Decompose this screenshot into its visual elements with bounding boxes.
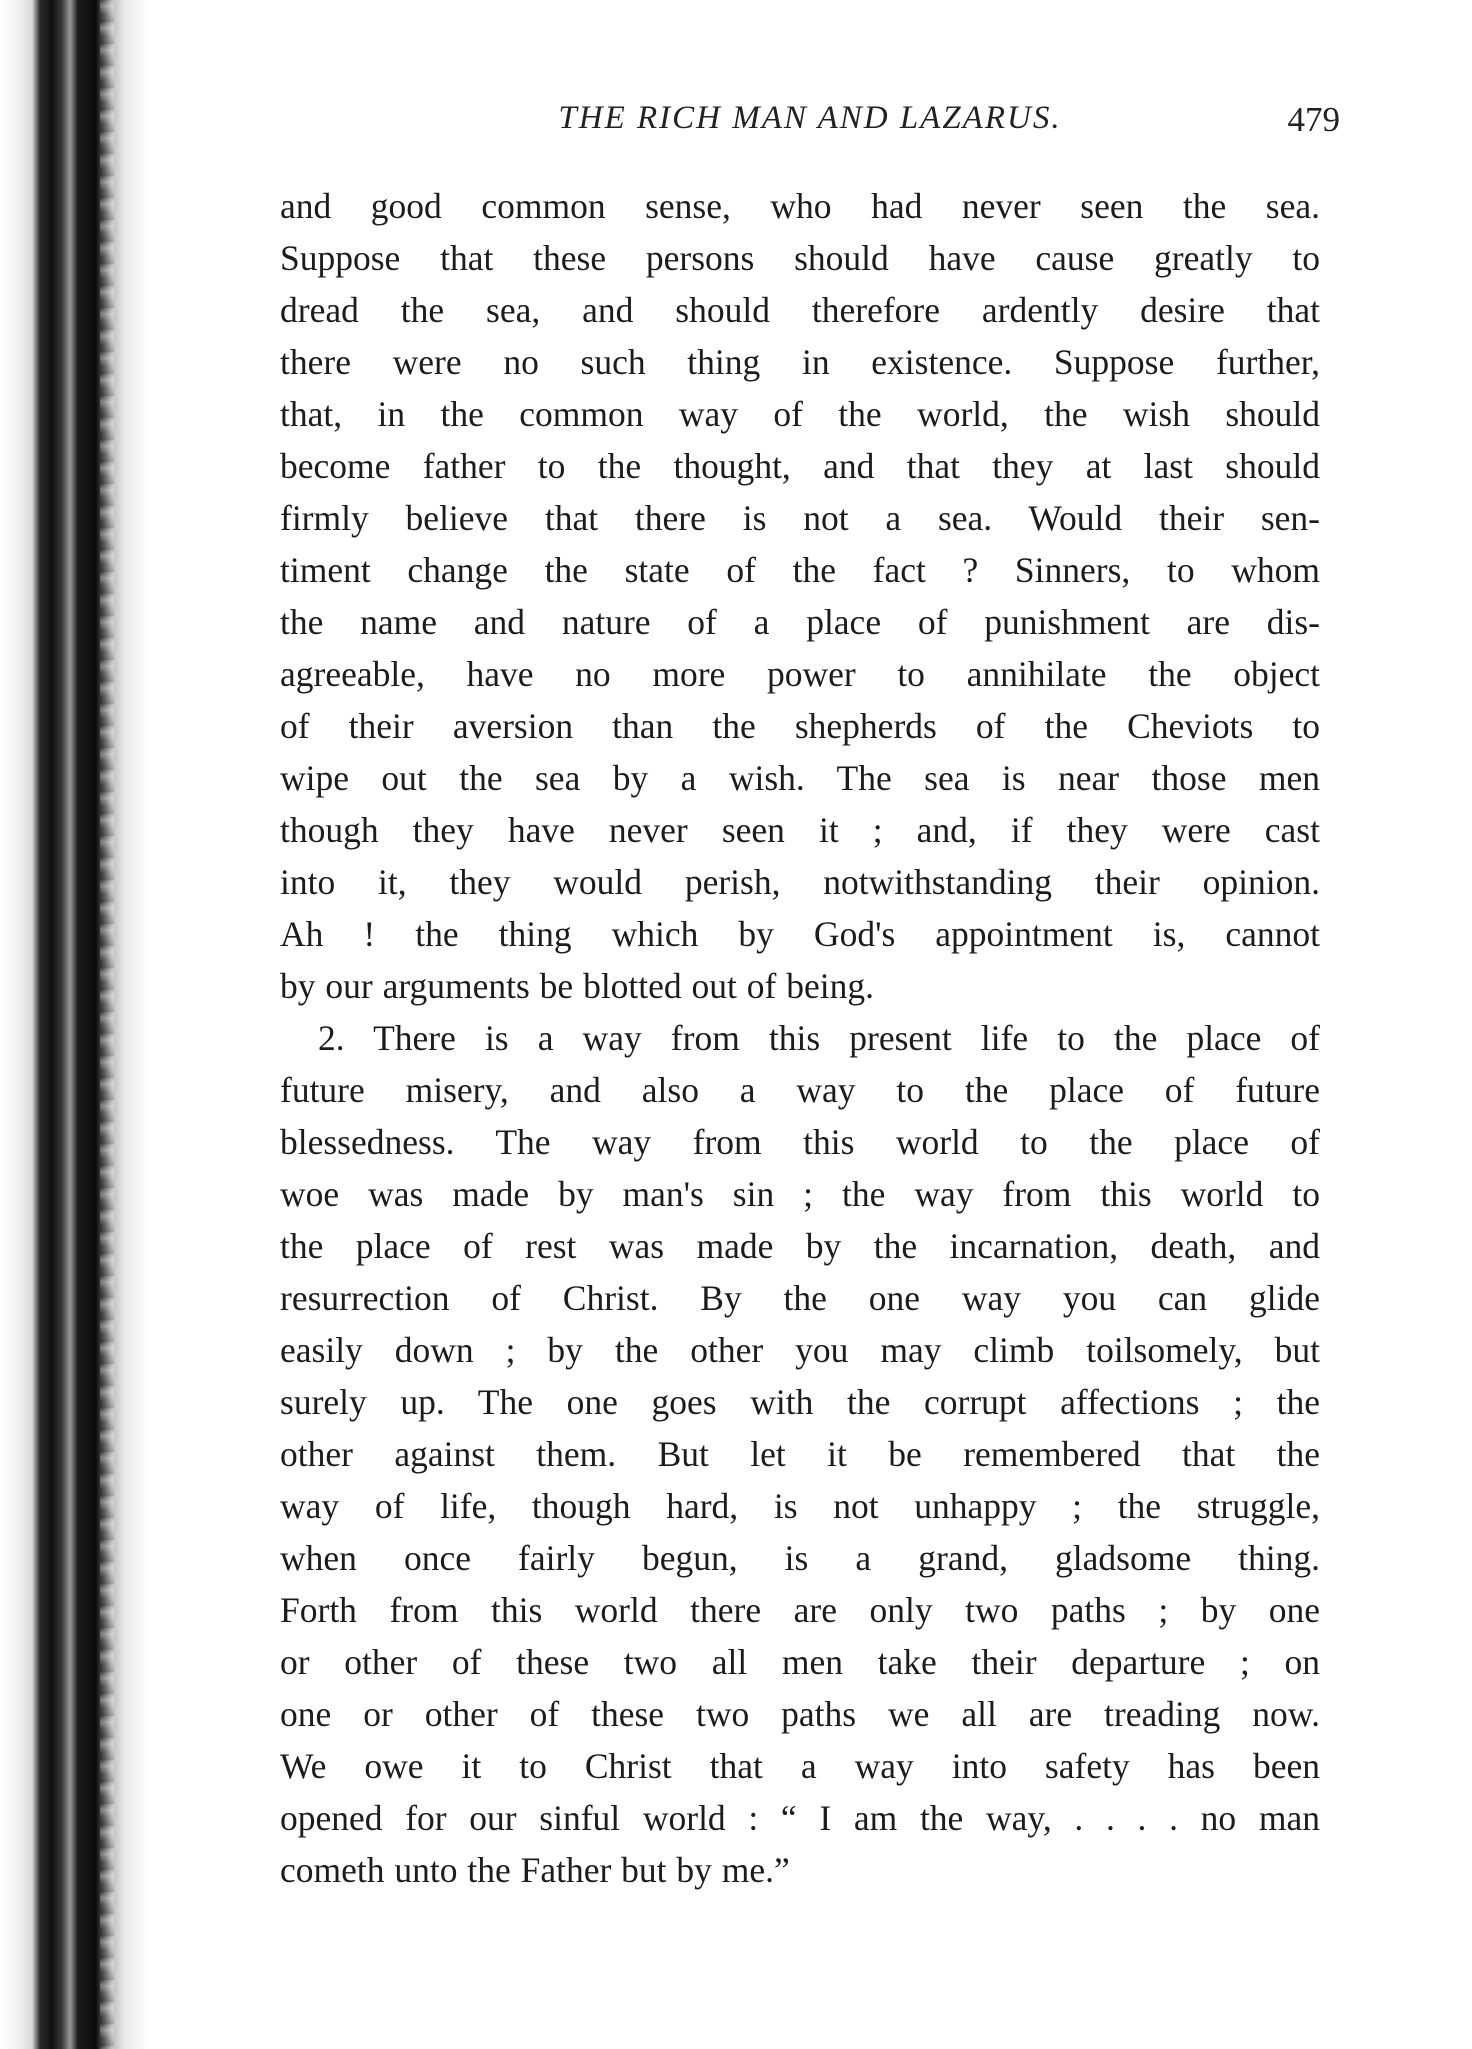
text-line: the name and nature of a place of punishment are dis- (280, 602, 1320, 642)
text-line: blessedness. The way from this world to the place of (280, 1122, 1320, 1162)
text-line: firmly believe that there is not a sea. Would their sen- (280, 498, 1320, 538)
text-line: dread the sea, and should therefore ardently desire that (280, 290, 1320, 330)
page-number: 479 (1287, 100, 1340, 139)
book-binding-gutter (0, 0, 150, 2049)
text-line: when once fairly begun, is a grand, gladsome thing. (280, 1538, 1320, 1578)
text-line: one or other of these two paths we all are treading now. (280, 1694, 1320, 1734)
text-line: into it, they would perish, notwithstanding their opinion. (280, 862, 1320, 902)
body-text (280, 180, 1320, 1896)
running-title: THE RICH MAN AND LAZARUS. (558, 100, 1062, 136)
text-line: opened for our sinful world : “ I am the way, . . . . no man (280, 1798, 1320, 1838)
text-line: of their aversion than the shepherds of the Cheviots to (280, 706, 1320, 746)
text-line: or other of these two all men take their departure ; on (280, 1642, 1320, 1682)
text-line: the place of rest was made by the incarnation, death, and (280, 1226, 1320, 1266)
text-line: and good common sense, who had never seen the sea. (280, 186, 1320, 226)
paragraph-1 (280, 180, 1320, 1012)
text-line: Suppose that these persons should have cause greatly to (280, 238, 1320, 278)
text-line: surely up. The one goes with the corrupt affections ; the (280, 1382, 1320, 1422)
text-line: there were no such thing in existence. Suppose further, (280, 342, 1320, 382)
text-line: that, in the common way of the world, the wish should (280, 394, 1320, 434)
text-line: resurrection of Christ. By the one way you can glide (280, 1278, 1320, 1318)
text-line: easily down ; by the other you may climb toilsomely, but (280, 1330, 1320, 1370)
text-line: cometh unto the Father but by me.” (280, 1850, 790, 1890)
text-line: agreeable, have no more power to annihilate the object (280, 654, 1320, 694)
text-line: We owe it to Christ that a way into safety has been (280, 1746, 1320, 1786)
text-line: timent change the state of the fact ? Sinners, to whom (280, 550, 1320, 590)
text-line: wipe out the sea by a wish. The sea is near those men (280, 758, 1320, 798)
text-line: woe was made by man's sin ; the way from this world to (280, 1174, 1320, 1214)
text-line: future misery, and also a way to the place of future (280, 1070, 1320, 1110)
running-head (280, 100, 1340, 150)
text-line: Forth from this world there are only two paths ; by one (280, 1590, 1320, 1630)
text-line: by our arguments be blotted out of being. (280, 966, 874, 1006)
text-line: 2. There is a way from this present life to the place of (318, 1018, 1320, 1058)
text-line: other against them. But let it be remembered that the (280, 1434, 1320, 1474)
text-line: though they have never seen it ; and, if they were cast (280, 810, 1320, 850)
text-line: Ah ! the thing which by God's appointment is, cannot (280, 914, 1320, 954)
text-line: way of life, though hard, is not unhappy ; the struggle, (280, 1486, 1320, 1526)
paragraph-2 (280, 1012, 1320, 1896)
text-line: become father to the thought, and that they at last should (280, 446, 1320, 486)
binding-texture (100, 0, 114, 2049)
